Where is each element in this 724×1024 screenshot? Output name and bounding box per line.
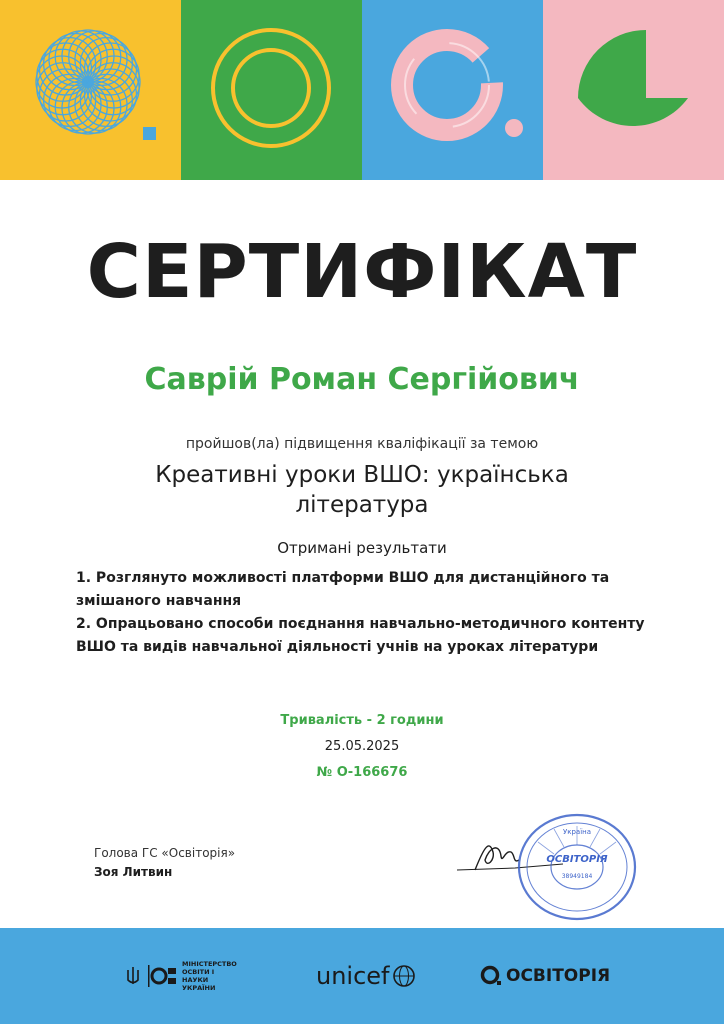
course-topic bbox=[90, 460, 634, 520]
ministry-label: МІНІСТЕРСТВО ОСВІТИ І НАУКИ УКРАЇНИ bbox=[182, 960, 237, 992]
seal-center-text: ОСВІТОРІЯ bbox=[546, 854, 608, 865]
banner-panel-green bbox=[181, 0, 362, 180]
signatory-name: Зоя Литвин bbox=[94, 865, 173, 879]
results-line: ВШО та видів навчальної діяльності учнів на уроках літератури bbox=[76, 639, 599, 655]
certificate-title: СЕРТИФІКАТ bbox=[86, 229, 638, 315]
results-heading: Отримані результати bbox=[277, 539, 447, 557]
passed-text: пройшов(ла) підвищення кваліфікації за темою bbox=[185, 436, 539, 452]
ministry-mark-icon bbox=[148, 965, 176, 987]
ring-circle-icon bbox=[181, 0, 362, 180]
unicef-label: unicef bbox=[316, 962, 390, 990]
osvitoria-label: ОСВІТОРІЯ bbox=[506, 966, 611, 986]
banner-panel-yellow bbox=[0, 0, 181, 180]
quarter-shape-icon bbox=[543, 0, 724, 180]
osvitoria-mark-icon bbox=[480, 965, 502, 987]
results-line: змішаного навчання bbox=[76, 593, 242, 609]
recipient-name: Саврій Роман Сергійович bbox=[144, 362, 580, 397]
ministry-logo bbox=[126, 928, 242, 1024]
results-line: 2. Опрацьовано способи поєднання навчально-методичного контенту bbox=[76, 616, 645, 632]
signatory-role: Голова ГС «Освіторія» bbox=[94, 846, 236, 860]
unicef-logo bbox=[316, 928, 416, 1024]
banner-panel-blue bbox=[362, 0, 543, 180]
banner-panel-pink bbox=[543, 0, 724, 180]
osvitoria-logo bbox=[480, 928, 610, 1024]
issue-date: 25.05.2025 bbox=[324, 739, 400, 754]
seal-code: 38949184 bbox=[561, 873, 593, 880]
course-topic-line1: Креативні уроки ВШО: українська bbox=[155, 462, 569, 488]
rosette-icon bbox=[0, 0, 181, 180]
decorative-banner bbox=[0, 0, 724, 180]
certificate-number: № О-166676 bbox=[316, 765, 408, 780]
footer-bar bbox=[0, 928, 724, 1024]
globe-icon bbox=[392, 964, 416, 988]
brush-circle-icon bbox=[362, 0, 543, 180]
stamp-seal bbox=[512, 812, 642, 922]
results-list bbox=[76, 567, 656, 659]
trident-icon bbox=[126, 966, 140, 986]
duration: Тривалість - 2 години bbox=[280, 713, 444, 728]
seal-top-text: Україна bbox=[562, 828, 592, 836]
results-line: 1. Розглянуто можливості платформи ВШО для дистанційного та bbox=[76, 570, 610, 586]
course-topic-line2: література bbox=[295, 492, 429, 518]
